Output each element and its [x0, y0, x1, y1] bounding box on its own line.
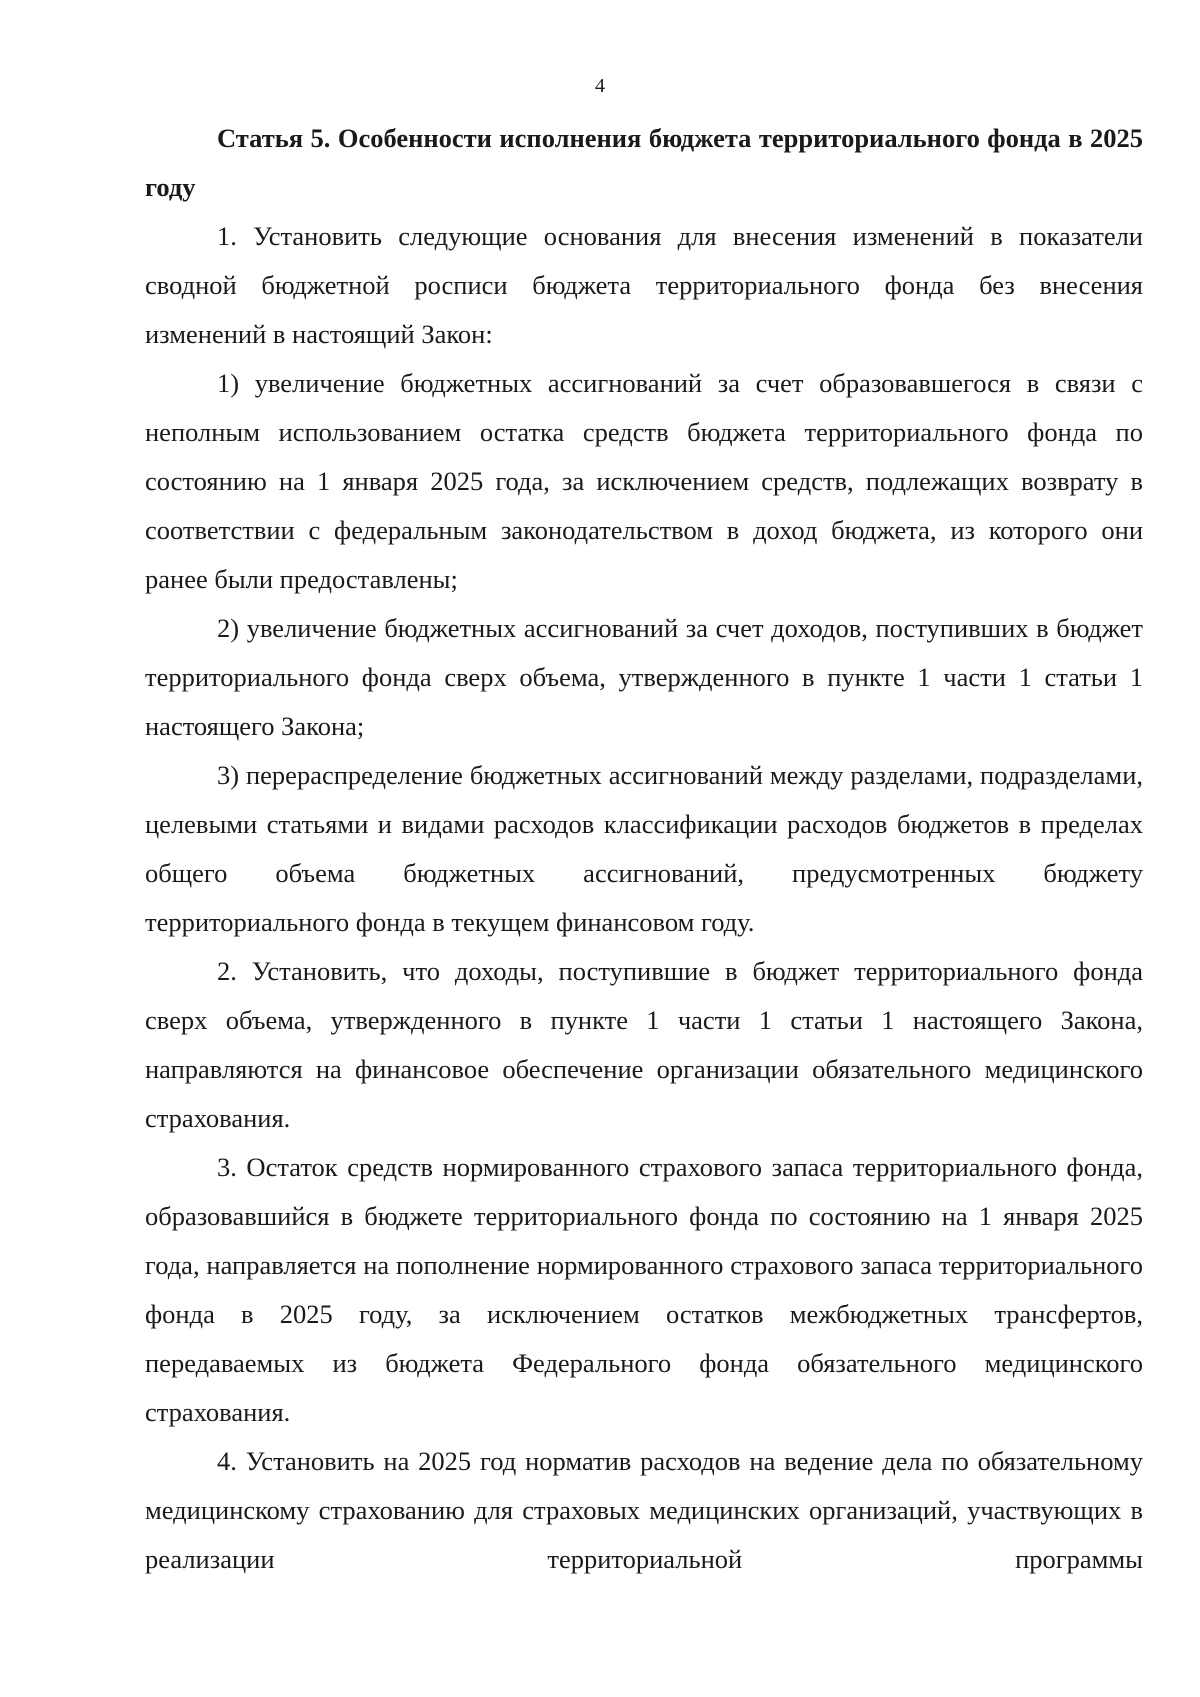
- paragraph-subclause-1: 1) увеличение бюджетных ассигнований за счет образовавшегося в связи с неполным использованием остатка средств бюджета территориального фонда по состоянию на 1 января 2025 года, за исключением средств, подлежащих возврату в соответствии с федеральным законодательством в доход бюджета, из которого они ранее были предоставлены;: [145, 368, 1143, 594]
- paragraph-subclause-2: 2) увеличение бюджетных ассигнований за счет доходов, поступивших в бюджет территориального фонда сверх объема, утвержденного в пункте 1 части 1 статьи 1 настоящего Закона;: [145, 613, 1143, 741]
- document-body: [145, 114, 1143, 1584]
- paragraph-clause-3: 3. Остаток средств нормированного страхового запаса территориального фонда, образовавшийся в бюджете территориального фонда по состоянию на 1 января 2025 года, направляется на пополнение нормированного страхового запаса территориального фонда в 2025 году, за исключением остатков межбюджетных трансфертов, передаваемых из бюджета Федерального фонда обязательного медицинского страхования.: [145, 1152, 1143, 1427]
- paragraph-subclause-3: 3) перераспределение бюджетных ассигнований между разделами, подразделами, целевыми статьями и видами расходов классификации расходов бюджетов в пределах общего объема бюджетных ассигнований, предусмотренных бюджету территориального фонда в текущем финансовом году.: [145, 760, 1143, 937]
- paragraph-clause-4: 4. Установить на 2025 год норматив расходов на ведение дела по обязательному медицинскому страхованию для страховых медицинских организаций, участвующих в реализации территориальной программы: [145, 1446, 1143, 1574]
- paragraph-clause-1: 1. Установить следующие основания для внесения изменений в показатели сводной бюджетной росписи бюджета территориального фонда без внесения изменений в настоящий Закон:: [145, 221, 1143, 349]
- paragraph-clause-2: 2. Установить, что доходы, поступившие в бюджет территориального фонда сверх объема, утвержденного в пункте 1 части 1 статьи 1 настоящего Закона, направляются на финансовое обеспечение организации обязательного медицинского страхования.: [145, 956, 1143, 1133]
- page-number: 4: [595, 75, 605, 97]
- article-heading: Статья 5. Особенности исполнения бюджета территориального фонда в 2025 году: [145, 123, 1143, 202]
